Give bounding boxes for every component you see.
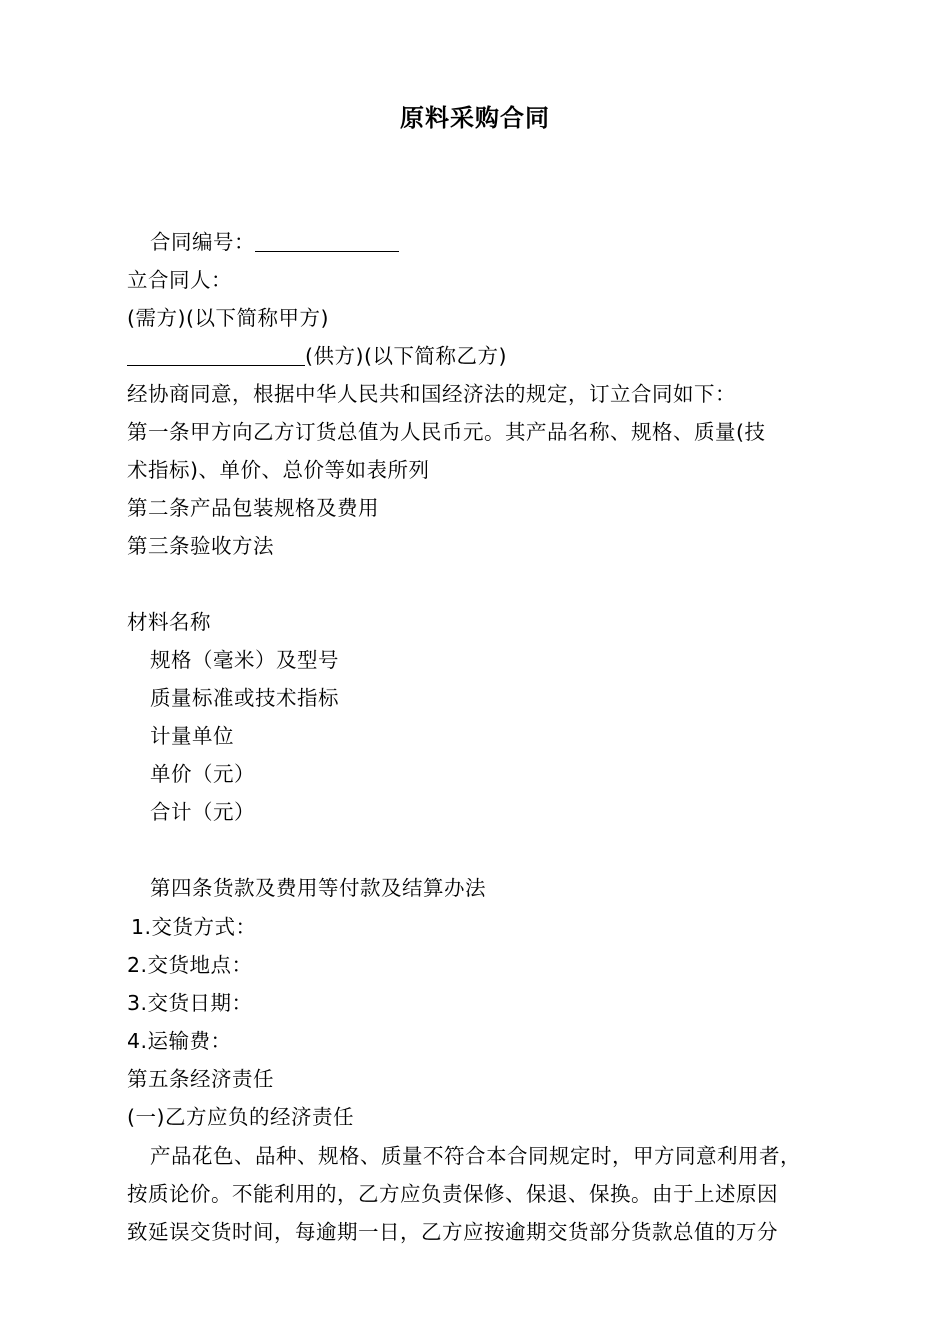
field-unit-price: 单价（元） xyxy=(150,762,255,786)
document-title: 原料采购合同 xyxy=(400,104,550,132)
paragraph-line-2: 按质论价。不能利用的，乙方应负责保修、保退、保换。由于上述原因 xyxy=(127,1182,778,1206)
party-b-suffix: (供方)(以下简称乙方) xyxy=(305,344,507,368)
party-b-line xyxy=(127,341,507,371)
article-1-line-2: 术指标)、单价、总价等如表所列 xyxy=(127,458,430,482)
contract-number-label: 合同编号： xyxy=(150,230,255,254)
article-2: 第二条产品包装规格及费用 xyxy=(127,496,379,520)
contract-number-blank xyxy=(255,229,399,252)
field-spec: 规格（毫米）及型号 xyxy=(150,648,339,672)
contract-number-line xyxy=(150,227,399,257)
party-b-blank xyxy=(127,343,305,366)
article-4: 第四条货款及费用等付款及结算办法 xyxy=(150,876,486,900)
party-a-line: (需方)(以下简称甲方) xyxy=(127,306,329,330)
delivery-date: 3.交货日期： xyxy=(127,991,253,1015)
delivery-freight: 4.运输费： xyxy=(127,1029,232,1053)
paragraph-line-1: 产品花色、品种、规格、质量不符合本合同规定时，甲方同意利用者， xyxy=(150,1144,801,1168)
delivery-method: 1.交货方式： xyxy=(131,915,257,939)
field-material-name: 材料名称 xyxy=(127,610,211,634)
field-quality: 质量标准或技术指标 xyxy=(150,686,339,710)
intro-text: 经协商同意，根据中华人民共和国经济法的规定，订立合同如下： xyxy=(127,382,736,406)
article-3: 第三条验收方法 xyxy=(127,534,274,558)
paragraph-line-3: 致延误交货时间，每逾期一日，乙方应按逾期交货部分货款总值的万分 xyxy=(127,1220,778,1244)
party-label: 立合同人： xyxy=(127,268,232,292)
article-1-line-1: 第一条甲方向乙方订货总值为人民币元。其产品名称、规格、质量(技 xyxy=(127,420,766,444)
delivery-place: 2.交货地点： xyxy=(127,953,253,977)
article-5: 第五条经济责任 xyxy=(127,1067,274,1091)
field-unit: 计量单位 xyxy=(150,724,234,748)
article-5-sub-1: (一)乙方应负的经济责任 xyxy=(127,1105,354,1129)
field-total: 合计（元） xyxy=(150,800,255,824)
